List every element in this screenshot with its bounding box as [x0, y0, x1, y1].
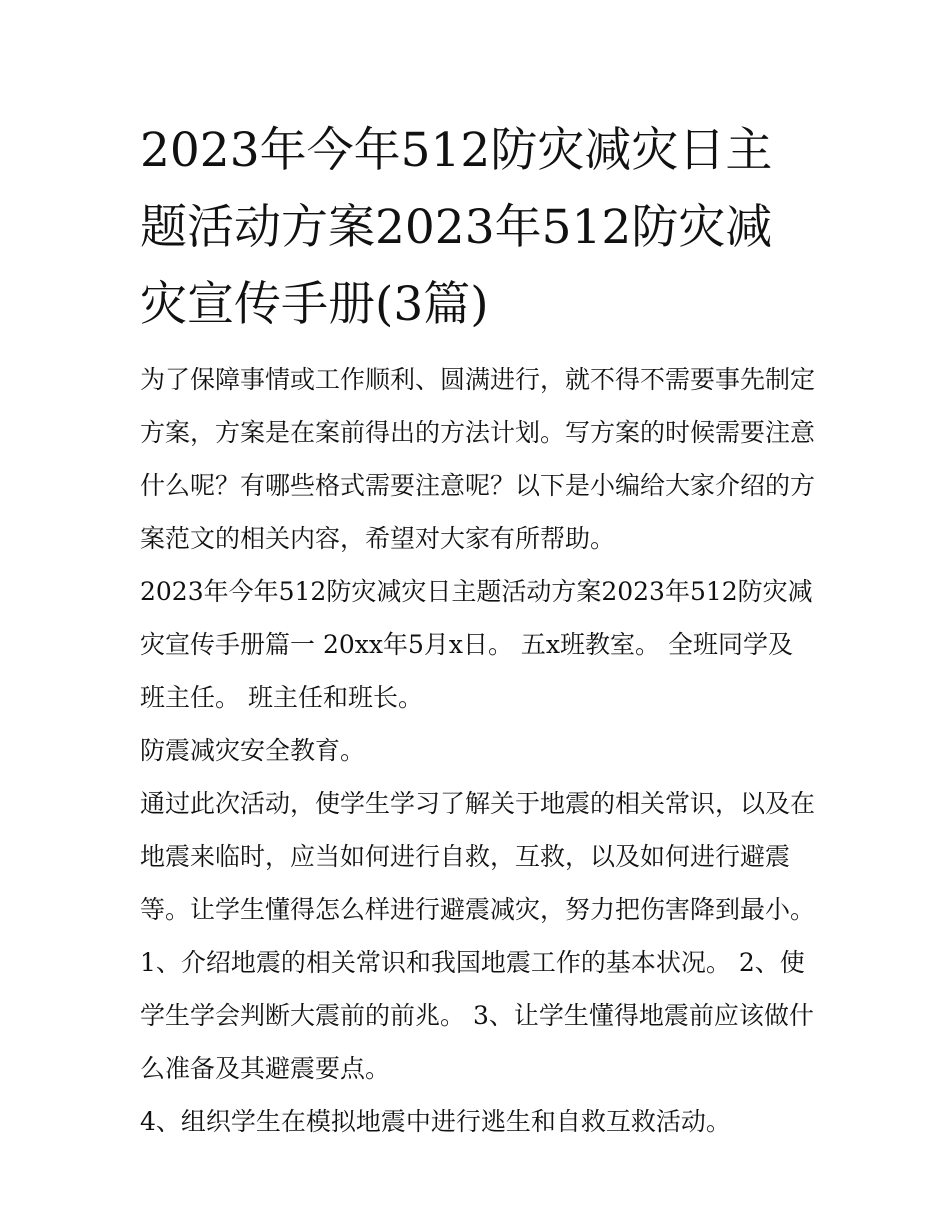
intro-paragraph: 为了保障事情或工作顺利、圆满进行，就不得不需要事先制定方案，方案是在案前得出的方法计划。写方案的时候需要注意什么呢？有哪些格式需要注意呢？以下是小编给大家介绍的方案范文的相关内容，希望对大家有所帮助。	[140, 365, 816, 553]
purpose-paragraph: 通过此次活动，使学生学习了解关于地震的相关常识，以及在地震来临时，应当如何进行自救，互救，以及如何进行避震等。让学生懂得怎么样进行避震减灾，努力把伤害降到最小。	[140, 789, 816, 924]
drill-paragraph: 4、组织学生在模拟地震中进行逃生和自救互救活动。	[140, 1107, 731, 1136]
theme-paragraph: 防震减灾安全教育。	[140, 736, 366, 765]
plan-overview-paragraph: 2023年今年512防灾减灾日主题活动方案2023年512防灾减灾宣传手册篇一 20xx年5月x日。 五x班教室。 全班同学及班主任。 班主任和班长。	[140, 577, 813, 712]
steps-paragraph: 1、介绍地震的相关常识和我国地震工作的基本状况。 2、使学生学会判断大震前的前兆。 3、让学生懂得地震前应该做什么准备及其避震要点。	[140, 948, 814, 1083]
document-body	[140, 112, 815, 1148]
document-title: 2023年今年512防灾减灾日主题活动方案2023年512防灾减灾宣传手册(3篇)	[140, 123, 773, 332]
